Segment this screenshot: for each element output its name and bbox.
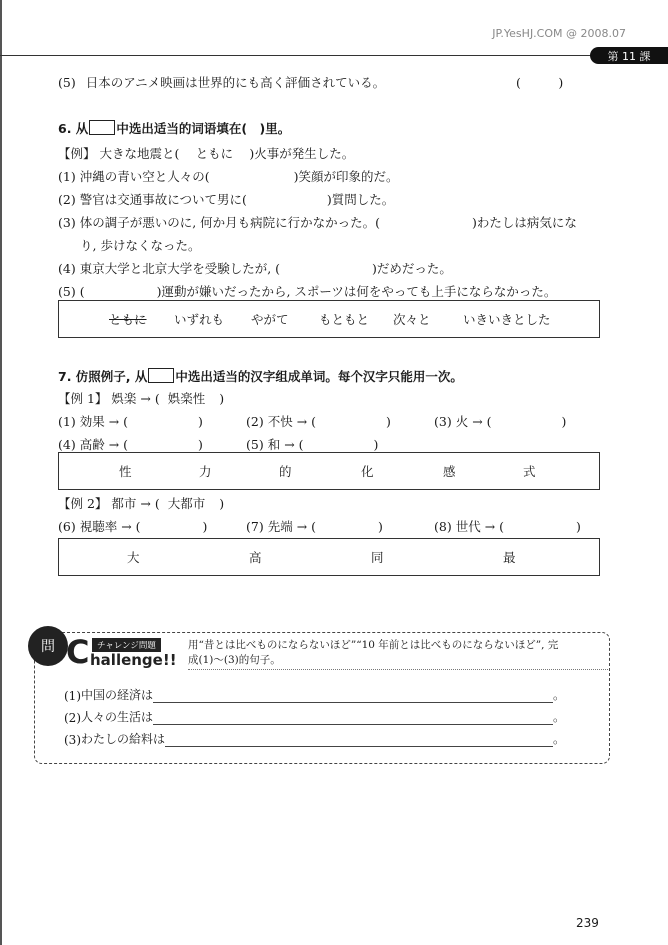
- kanji-choice-box-b: [58, 538, 600, 576]
- section-7-item-8: (8) 世代 → ( ): [434, 519, 581, 534]
- item-word: 火: [455, 414, 469, 429]
- section-7-item-4: (4) 高齢 → ( ): [58, 437, 203, 452]
- row-label: (3): [64, 733, 81, 747]
- item-post: )だめだった。: [372, 261, 452, 276]
- challenge-instruction: [188, 638, 608, 668]
- item-label: (2): [58, 192, 76, 207]
- item-label: (5): [58, 75, 76, 90]
- item-label: (1): [58, 414, 76, 429]
- arrow-icon: →: [140, 496, 151, 511]
- row-end: 。: [553, 732, 566, 746]
- item-label: (3): [58, 215, 76, 230]
- example-label: 【例 1】: [58, 391, 108, 406]
- section-6-item-2: [58, 192, 394, 208]
- kanji-choice: 同: [371, 550, 384, 565]
- item-label: (5): [246, 437, 264, 452]
- item-post: )笑顔が印象的だ。: [293, 169, 399, 184]
- section-6-item-1: [58, 169, 398, 185]
- section-7-item-2: (2) 不快 → ( ): [246, 414, 391, 429]
- instruction-line-1: 用“昔とは比べものにならないほど”“10 年前とは比べものにならないほど”, 完: [188, 639, 559, 651]
- item-pre: 沖縄の青い空と人々の(: [79, 169, 210, 184]
- row-label: (2): [64, 711, 81, 725]
- title-post: 中选出适当的词语填在( )里。: [116, 121, 291, 136]
- item-label: (3): [434, 414, 452, 429]
- kanji-choice: 感: [443, 464, 456, 479]
- section-7-item-1: (1) 効果 → ( ): [58, 414, 203, 429]
- example-post: )火事が発生した。: [249, 146, 355, 161]
- example-label: 【例 2】: [58, 496, 108, 511]
- challenge-row-2: [64, 708, 565, 725]
- arrow-icon: →: [140, 391, 151, 406]
- row-end: 。: [553, 710, 566, 724]
- section-7-item-5: (5) 和 → ( ): [246, 437, 379, 452]
- header-rule: [0, 55, 600, 56]
- item-label: (1): [58, 169, 76, 184]
- page-edge: [0, 0, 2, 945]
- item-label: (2): [246, 414, 264, 429]
- answer-line[interactable]: [153, 690, 553, 703]
- example-answer: ともに: [195, 146, 234, 161]
- title-pre: 6. 从: [58, 121, 89, 136]
- blank-box-icon: [89, 120, 115, 135]
- row-text: 中国の経済は: [81, 688, 154, 702]
- word-choice: いずれも: [174, 312, 225, 327]
- item-word: 不快: [267, 414, 293, 429]
- word-choice-box: [58, 300, 600, 338]
- example-answer: 娯楽性: [167, 391, 206, 406]
- prev-item-5: [58, 75, 385, 91]
- section-6-item-3: [58, 215, 577, 231]
- item-label: (7): [246, 519, 264, 534]
- watermark: JP.YesHJ.COM @ 2008.07: [492, 27, 626, 40]
- row-label: (1): [64, 689, 81, 703]
- kanji-choice: 大: [127, 550, 140, 565]
- section-7-item-3: (3) 火 → ( ): [434, 414, 567, 429]
- kanji-choice: 性: [119, 464, 132, 479]
- item-word: 視聴率: [79, 519, 118, 534]
- section-6-item-5: [58, 284, 556, 300]
- example-pre: 大きな地震と(: [99, 146, 180, 161]
- item-post: )質問した。: [326, 192, 395, 207]
- section-6-item-3-cont: り, 歩けなくなった。: [80, 238, 201, 253]
- item-pre: 東京大学と北京大学を受験したが, (: [79, 261, 281, 276]
- section-7-title: [58, 368, 463, 385]
- word-choice-used: ともに: [109, 312, 147, 327]
- logo-letter: C: [66, 633, 90, 671]
- item-label: (6): [58, 519, 76, 534]
- item-label: (4): [58, 261, 76, 276]
- section-7-example-2: 【例 2】 都市 → ( 大都市 ): [58, 496, 225, 511]
- item-post: )わたしは病気にな: [472, 215, 577, 230]
- kanji-choice: 的: [279, 464, 292, 479]
- title-pre: 7. 仿照例子, 从: [58, 369, 148, 384]
- row-end: 。: [553, 688, 566, 702]
- kanji-choice: 化: [361, 464, 374, 479]
- answer-paren[interactable]: ( ): [516, 75, 564, 90]
- example-word: 娯楽: [111, 391, 137, 406]
- word-choice: 次々と: [393, 312, 431, 327]
- dotted-divider: [188, 669, 608, 670]
- kanji-choice: 式: [523, 464, 536, 479]
- kanji-choice: 力: [199, 464, 212, 479]
- item-text: 日本のアニメ映画は世界的にも高く評価されている。: [85, 75, 386, 90]
- item-word: 高齢: [79, 437, 105, 452]
- word-choice: もともと: [319, 312, 370, 327]
- section-6-title: [58, 120, 290, 137]
- item-pre: (: [79, 284, 85, 299]
- row-text: 人々の生活は: [81, 710, 154, 724]
- word-choice: いきいきとした: [463, 312, 551, 327]
- item-word: 先端: [267, 519, 293, 534]
- page-number: 239: [576, 916, 599, 930]
- item-label: (8): [434, 519, 452, 534]
- kanji-choice: 高: [249, 550, 262, 565]
- item-pre: 警官は交通事故について男に(: [79, 192, 247, 207]
- answer-line[interactable]: [153, 712, 553, 725]
- section-7-item-7: (7) 先端 → ( ): [246, 519, 383, 534]
- section-7-item-6: (6) 視聴率 → ( ): [58, 519, 208, 534]
- answer-line[interactable]: [165, 734, 553, 747]
- example-word: 都市: [111, 496, 137, 511]
- item-post: )運動が嫌いだったから, スポーツは何をやっても上手にならなかった。: [156, 284, 557, 299]
- challenge-tag: チャレンジ問題: [92, 638, 161, 652]
- word-choice: やがて: [251, 312, 289, 327]
- item-label: (5): [58, 284, 76, 299]
- item-word: 効果: [79, 414, 105, 429]
- item-label: (4): [58, 437, 76, 452]
- kanji-choice: 最: [503, 550, 516, 565]
- section-7-example-1: 【例 1】 娯楽 → ( 娯楽性 ): [58, 391, 225, 406]
- challenge-row-3: [64, 730, 565, 747]
- item-pre: 体の調子が悪いのに, 何か月も病院に行かなかった。(: [79, 215, 381, 230]
- section-6-item-4: [58, 261, 452, 277]
- title-post: 中选出适当的汉字组成单词。每个汉字只能用一次。: [175, 369, 463, 384]
- section-6-example: [58, 146, 354, 162]
- speech-bubble-icon: 問: [28, 626, 68, 666]
- row-text: わたしの給料は: [81, 732, 166, 746]
- example-answer: 大都市: [167, 496, 206, 511]
- logo-word: hallenge!!: [90, 651, 177, 669]
- kanji-choice-box-a: [58, 452, 600, 490]
- example-label: 【例】: [58, 146, 96, 161]
- challenge-row-1: [64, 686, 565, 703]
- lesson-tab: 第 11 課: [590, 47, 668, 64]
- instruction-line-2: 成(1)～(3)的句子。: [188, 654, 281, 666]
- blank-box-icon: [148, 368, 174, 383]
- item-word: 世代: [455, 519, 481, 534]
- item-word: 和: [267, 437, 281, 452]
